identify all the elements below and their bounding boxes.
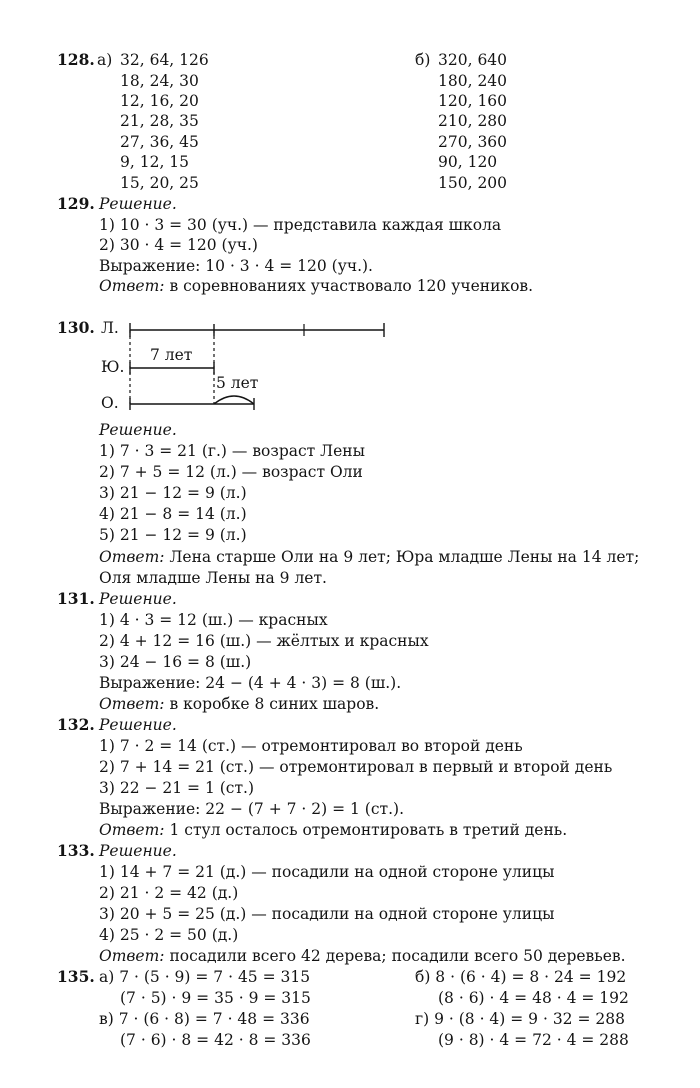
answer xyxy=(99,276,533,296)
solution-step: 4) 25 · 2 = 50 (д.) xyxy=(99,926,239,944)
solution-step: 5) 21 − 12 = 9 (л.) xyxy=(99,526,247,544)
answer-row: 180, 240 xyxy=(438,72,508,90)
segment-diagram xyxy=(96,318,396,418)
solution-heading: Решение. xyxy=(99,195,177,213)
solution-step: 2) 21 · 2 = 42 (д.) xyxy=(99,884,239,902)
answer-continuation: Оля младше Лены на 9 лет. xyxy=(99,569,327,587)
solution-step: 3) 20 + 5 = 25 (д.) — посадили на одной стороне улицы xyxy=(99,905,555,923)
solution-step: 1) 7 · 2 = 14 (ст.) — отремонтировал во второй день xyxy=(99,737,523,755)
answer xyxy=(99,547,700,567)
part-label: б) xyxy=(415,51,431,69)
answer xyxy=(99,820,567,840)
solution-step: 3) 22 − 21 = 1 (ст.) xyxy=(99,779,255,797)
answer-row: 9, 12, 15 xyxy=(120,153,190,171)
solution-heading: Решение. xyxy=(99,590,177,608)
answer-label: Ответ: xyxy=(99,695,165,713)
solution-heading: Решение. xyxy=(99,842,177,860)
diagram-lines xyxy=(96,318,396,418)
answer-row: 150, 200 xyxy=(438,174,508,192)
segment-label-olya: 5 лет xyxy=(216,374,259,392)
solution-step: 1) 14 + 7 = 21 (д.) — посадили на одной стороне улицы xyxy=(99,863,555,881)
answer-row: 270, 360 xyxy=(438,133,508,151)
solution-step: 1) 4 · 3 = 12 (ш.) — красных xyxy=(99,611,328,629)
expression: Выражение: 22 − (7 + 7 · 2) = 1 (ст.). xyxy=(99,800,405,818)
answer-label: Ответ: xyxy=(99,548,165,566)
expression: Выражение: 24 − (4 + 4 · 3) = 8 (ш.). xyxy=(99,674,402,692)
answer-row: 12, 16, 20 xyxy=(120,92,199,110)
answer-text: 1 стул осталось отремонтировать в третий день. xyxy=(169,821,568,839)
answer-row: 27, 36, 45 xyxy=(120,133,199,151)
solution-step: 2) 4 + 12 = 16 (ш.) — жёлтых и красных xyxy=(99,632,429,650)
answer-row: 21, 28, 35 xyxy=(120,112,199,130)
answer-label: Ответ: xyxy=(99,277,165,295)
answer-row: 320, 640 xyxy=(438,51,508,69)
solution-step: 1) 7 · 3 = 21 (г.) — возраст Лены xyxy=(99,442,365,460)
answer-row: 90, 120 xyxy=(438,153,498,171)
solution-step: 3) 21 − 12 = 9 (л.) xyxy=(99,484,247,502)
part-label: а) xyxy=(97,51,113,69)
problem-number: 135. xyxy=(57,967,95,986)
answer-text: в соревнованиях участвовало 120 учеников. xyxy=(169,277,534,295)
answer-row: 18, 24, 30 xyxy=(120,72,199,90)
solution-step: 2) 30 · 4 = 120 (уч.) xyxy=(99,236,258,254)
answer-label: Ответ: xyxy=(99,821,165,839)
answer-row: 15, 20, 25 xyxy=(120,174,199,192)
answer-text: посадили всего 42 дерева; посадили всего 50 деревьев. xyxy=(169,947,626,965)
answer-text: в коробке 8 синих шаров. xyxy=(169,695,380,713)
problem-number: 130. xyxy=(57,318,95,337)
equation-row: а) 7 · (5 · 9) = 7 · 45 = 315 xyxy=(99,968,311,986)
diagram-label-olya: О. xyxy=(101,394,119,412)
equation-row: г) 9 · (8 · 4) = 9 · 32 = 288 xyxy=(415,1010,625,1028)
equation-row: (7 · 6) · 8 = 42 · 8 = 336 xyxy=(120,1031,311,1049)
equation-row: б) 8 · (6 · 4) = 8 · 24 = 192 xyxy=(415,968,627,986)
expression: Выражение: 10 · 3 · 4 = 120 (уч.). xyxy=(99,257,373,275)
solution-heading: Решение. xyxy=(99,716,177,734)
problem-number: 128. xyxy=(57,50,95,69)
solution-step: 1) 10 · 3 = 30 (уч.) — представила каждая школа xyxy=(99,216,502,234)
answer-row: 120, 160 xyxy=(438,92,508,110)
solution-step: 2) 7 + 5 = 12 (л.) — возраст Оли xyxy=(99,463,363,481)
answer xyxy=(99,946,626,966)
equation-row: (7 · 5) · 9 = 35 · 9 = 315 xyxy=(120,989,311,1007)
equation-row: в) 7 · (6 · 8) = 7 · 48 = 336 xyxy=(99,1010,310,1028)
diagram-label-yura: Ю. xyxy=(101,358,125,376)
equation-row: (9 · 8) · 4 = 72 · 4 = 288 xyxy=(438,1031,629,1049)
answer-row: 210, 280 xyxy=(438,112,508,130)
problem-number: 132. xyxy=(57,715,95,734)
problem-number: 129. xyxy=(57,194,95,213)
problem-number: 133. xyxy=(57,841,95,860)
answer-text: Лена старше Оли на 9 лет; Юра младше Лены на 14 лет; xyxy=(169,548,640,566)
solution-heading: Решение. xyxy=(99,421,177,439)
solution-step: 2) 7 + 14 = 21 (ст.) — отремонтировал в первый и второй день xyxy=(99,758,613,776)
answer-row: 32, 64, 126 xyxy=(120,51,209,69)
answer-label: Ответ: xyxy=(99,947,165,965)
diagram-label-lena: Л. xyxy=(101,319,119,337)
answer xyxy=(99,694,379,714)
solution-step: 3) 24 − 16 = 8 (ш.) xyxy=(99,653,252,671)
problem-number: 131. xyxy=(57,589,95,608)
solution-step: 4) 21 − 8 = 14 (л.) xyxy=(99,505,247,523)
equation-row: (8 · 6) · 4 = 48 · 4 = 192 xyxy=(438,989,629,1007)
segment-label-yura: 7 лет xyxy=(150,346,193,364)
